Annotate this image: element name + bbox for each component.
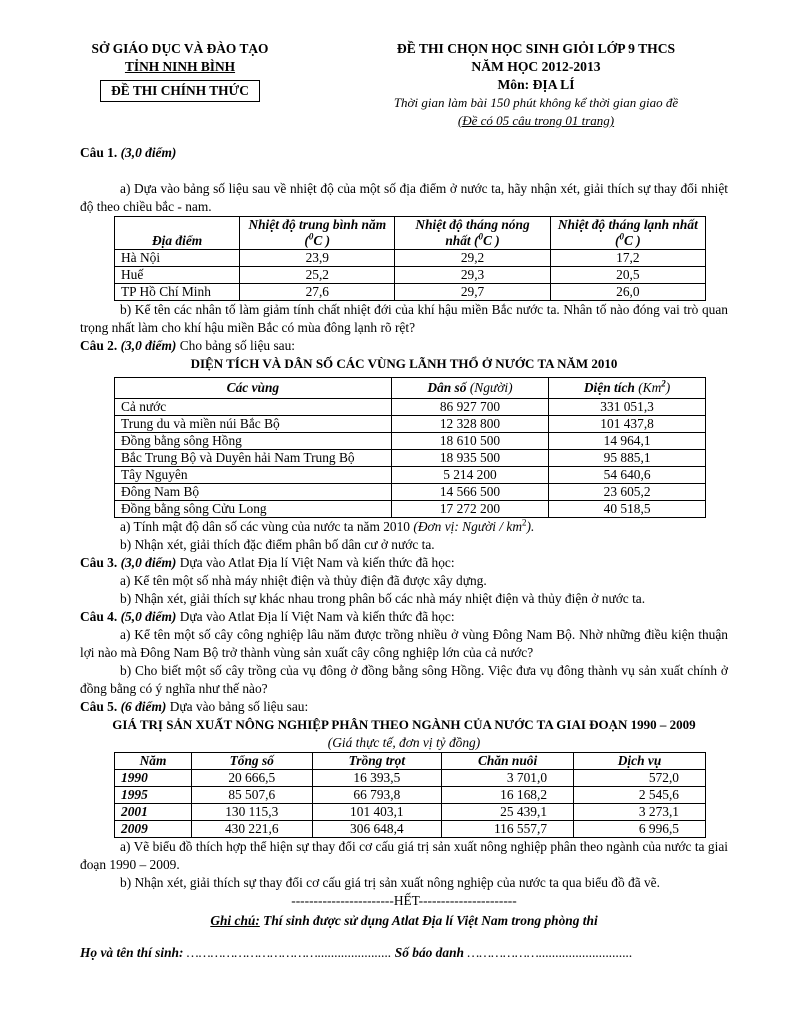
table-row: Cả nước 86 927 700 331 051,3 [115, 399, 706, 416]
question-3b: b) Nhận xét, giải thích sự khác nhau trong phân bố các nhà máy nhiệt điện và thủy điện ở nước ta. [120, 591, 646, 606]
question-1b: b) Kể tên các nhân tố làm giảm tính chất nhiệt đới của khí hậu miền Bắc nước ta. Nhân tố nào đóng vai trò quan trọng nhất làm cho khí hậu miền Bắc có mùa đông lạnh rõ rệt? [80, 302, 728, 335]
temperature-table [114, 216, 706, 301]
candidate-number-blank: ………………............................ [467, 945, 633, 960]
col-header-livestock: Chăn nuôi [442, 753, 574, 770]
col-header-year: Năm [115, 753, 192, 770]
candidate-info-line [80, 944, 728, 962]
exam-note: Ghi chú: Thí sinh được sử dụng Atlat Địa lí Việt Nam trong phòng thi [210, 913, 598, 928]
table-row: 2001 130 115,3 101 403,1 25 439,1 3 273,1 [115, 804, 706, 821]
question-2a: a) Tính mật độ dân số các vùng của nước ta năm 2010 (Đơn vị: Người / $km^2$). [120, 517, 535, 534]
page-count: (Đề có 05 câu trong 01 trang) [457, 113, 615, 128]
table-row: 1995 85 507,6 66 793,8 16 168,2 2 545,6 [115, 787, 706, 804]
table-row: Đồng bằng sông Hồng 18 610 500 14 964,1 [115, 433, 706, 450]
col-header-region: Các vùng [115, 378, 392, 399]
question-3a: a) Kể tên một số nhà máy nhiệt điện và thủy điện đã được xây dựng. [120, 573, 487, 588]
question-5-heading: Câu 5. (6 điểm) Dựa vào bảng số liệu sau: [80, 699, 309, 714]
table-row: Hà Nội 23,9 29,2 17,2 [115, 250, 706, 267]
candidate-name-blank: ……………………………...................... [186, 945, 392, 960]
question-4a: a) Kể tên một số cây công nghiệp lâu năm được trồng nhiều ở vùng Đông Nam Bộ. Nhờ những điều kiện thuận lợi nào mà Đông Nam Bộ trở thành vùng sản xuất cây công nghiệp lớn của cả nước? [80, 627, 728, 660]
table-row: 2009 430 221,6 306 648,4 116 557,7 6 996,5 [115, 821, 706, 838]
question-5a: a) Vẽ biểu đồ thích hợp thể hiện sự thay đổi cơ cấu giá trị sản xuất nông nghiệp phân theo ngành của nước ta giai đoạn 1990 – 2009. [80, 839, 728, 872]
table-row: Huế 25,2 29,3 20,5 [115, 267, 706, 284]
candidate-number-label: Số báo danh [391, 945, 468, 960]
table-row: Đồng bằng sông Cửu Long 17 272 200 40 518,5 [115, 501, 706, 518]
end-mark: -----------------------HẾT---------------------- [291, 893, 517, 908]
table-5-subcaption: (Giá thực tế, đơn vị tỷ đồng) [327, 735, 481, 750]
official-exam-label: ĐỀ THI CHÍNH THỨC [100, 80, 260, 102]
school-year: NĂM HỌC 2012-2013 [471, 59, 601, 74]
col-header-population: Dân số (Người) [391, 378, 548, 399]
table-row: Trung du và miền núi Bắc Bộ 12 328 800 101 437,8 [115, 416, 706, 433]
table-row: TP Hồ Chí Minh 27,6 29,7 26,0 [115, 284, 706, 301]
province-name: TỈNH NINH BÌNH [124, 59, 236, 74]
table-row: Tây Nguyên 5 214 200 54 640,6 [115, 467, 706, 484]
candidate-name-label: Họ và tên thí sinh: [80, 945, 187, 960]
exam-title: ĐỀ THI CHỌN HỌC SINH GIỎI LỚP 9 THCS [396, 41, 676, 56]
department-name: SỞ GIÁO DỤC VÀ ĐÀO TẠO [91, 41, 269, 56]
col-header-avg: Nhiệt độ trung bình năm ($^0$C ) [240, 217, 395, 250]
col-header-service: Dịch vụ [574, 753, 706, 770]
col-header-place: Địa điểm [115, 217, 240, 250]
exam-header [80, 40, 728, 130]
department-block [80, 40, 280, 130]
col-header-crop: Trồng trọt [312, 753, 442, 770]
table-row: Bắc Trung Bộ và Duyên hải Nam Trung Bộ 18 935 500 95 885,1 [115, 450, 706, 467]
question-4-heading: Câu 4. (5,0 điểm) Dựa vào Atlat Địa lí Việt Nam và kiến thức đã học: [80, 609, 455, 624]
col-header-coldest: Nhiệt độ tháng lạnh nhất ($^0$C ) [550, 217, 705, 250]
population-table [114, 377, 706, 518]
col-header-hottest: Nhiệt độ tháng nóng nhất ($^0$C ) [395, 217, 550, 250]
question-3-heading: Câu 3. (3,0 điểm) Dựa vào Atlat Địa lí Việt Nam và kiến thức đã học: [80, 555, 455, 570]
table-row: 1990 20 666,5 16 393,5 3 701,0 572,0 [115, 770, 706, 787]
agriculture-table [114, 752, 706, 838]
question-4b: b) Cho biết một số cây trồng của vụ đông ở đồng bằng sông Hồng. Việc đưa vụ đông thành vụ sản xuất chính ở đồng bằng có ý nghĩa như thế nào? [80, 663, 728, 696]
question-5b: b) Nhận xét, giải thích sự thay đổi cơ cấu giá trị sản xuất nông nghiệp của nước ta qua biểu đồ đã vẽ. [120, 875, 660, 890]
exam-title-block [336, 40, 736, 130]
question-1-heading: Câu 1. (3,0 điểm) [80, 145, 177, 160]
question-2-heading: Câu 2. (3,0 điểm) Cho bảng số liệu sau: [80, 338, 296, 353]
col-header-total: Tổng số [192, 753, 313, 770]
table-5-caption: GIÁ TRỊ SẢN XUẤT NÔNG NGHIỆP PHÂN THEO NGÀNH CỦA NƯỚC TA GIAI ĐOẠN 1990 – 2009 [112, 717, 696, 732]
question-1a: a) Dựa vào bảng số liệu sau về nhiệt độ của một số địa điểm ở nước ta, hãy nhận xét, giải thích sự thay đổi nhiệt độ theo chiều bắc - nam. [80, 181, 728, 214]
table-row: Đông Nam Bộ 14 566 500 23 605,2 [115, 484, 706, 501]
question-2b: b) Nhận xét, giải thích đặc điểm phân bố dân cư ở nước ta. [120, 537, 435, 552]
col-header-area: Diện tích (Km$^2$) [549, 378, 706, 399]
table-2-caption: DIỆN TÍCH VÀ DÂN SỐ CÁC VÙNG LÃNH THỔ Ở NƯỚC TA NĂM 2010 [190, 356, 618, 371]
subject: Môn: ĐỊA LÍ [497, 77, 575, 92]
time-limit: Thời gian làm bài 150 phút không kể thời gian giao đề [393, 95, 679, 110]
